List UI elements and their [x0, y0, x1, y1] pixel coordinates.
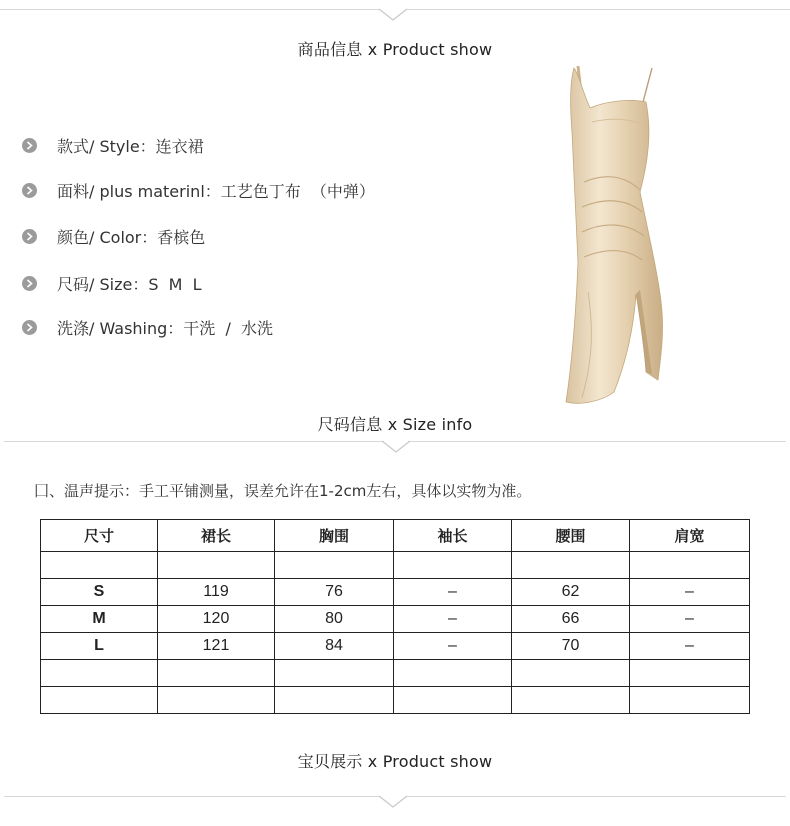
table-cell	[158, 687, 275, 714]
table-cell: 119	[158, 579, 275, 606]
size-table	[40, 519, 750, 714]
header-waist: 腰围	[512, 520, 630, 552]
header-length: 裙长	[158, 520, 275, 552]
table-cell	[41, 687, 158, 714]
table-cell: 120	[158, 606, 275, 633]
bottom-divider	[406, 796, 786, 797]
chevron-right-icon	[22, 229, 37, 244]
top-divider	[406, 9, 790, 10]
top-divider	[0, 9, 380, 10]
table-row	[41, 687, 750, 714]
table-cell	[41, 552, 158, 579]
info-text: 面料/ plus materinl：工艺色丁布 （中弹）	[57, 181, 375, 201]
info-item-size	[22, 271, 202, 295]
table-cell	[275, 687, 394, 714]
table-row	[41, 660, 750, 687]
table-cell	[41, 660, 158, 687]
table-row	[41, 606, 750, 633]
table-cell	[394, 687, 512, 714]
table-row	[41, 552, 750, 579]
bottom-divider	[4, 796, 380, 797]
size-info-divider	[4, 441, 384, 442]
table-cell: 76	[275, 579, 394, 606]
table-cell: –	[394, 606, 512, 633]
info-item-style	[22, 133, 204, 157]
table-row	[41, 633, 750, 660]
dress-product-image	[548, 62, 676, 412]
chevron-right-icon	[22, 276, 37, 291]
header-shoulder: 肩宽	[630, 520, 750, 552]
table-cell: –	[630, 606, 750, 633]
table-cell: 80	[275, 606, 394, 633]
table-cell: 84	[275, 633, 394, 660]
info-text: 尺码/ Size：S M L	[57, 274, 202, 294]
size-info-divider	[408, 441, 786, 442]
divider-notch-icon	[381, 440, 411, 454]
table-cell: 121	[158, 633, 275, 660]
table-cell: 62	[512, 579, 630, 606]
table-cell: S	[41, 579, 158, 606]
table-header-row	[41, 520, 750, 552]
header-bust: 胸围	[275, 520, 394, 552]
chevron-right-icon	[22, 183, 37, 198]
measurement-notice: 囗、温声提示：手工平铺测量，误差允许在1-2cm左右，具体以实物为准。	[34, 482, 532, 500]
chevron-right-icon	[22, 138, 37, 153]
info-item-material	[22, 178, 375, 202]
table-cell	[630, 552, 750, 579]
divider-notch-icon	[378, 795, 408, 809]
divider-notch-icon	[378, 8, 408, 22]
info-text: 洗涤/ Washing：干洗 / 水洗	[57, 318, 274, 338]
info-text: 颜色/ Color：香槟色	[57, 227, 206, 247]
table-cell: 70	[512, 633, 630, 660]
product-show-title: 宝贝展示 x Product show	[297, 752, 493, 771]
table-cell	[394, 552, 512, 579]
info-text: 款式/ Style：连衣裙	[57, 136, 204, 156]
table-cell: –	[630, 579, 750, 606]
table-cell: –	[394, 633, 512, 660]
size-info-title: 尺码信息 x Size info	[317, 415, 473, 434]
table-cell: –	[394, 579, 512, 606]
table-cell: M	[41, 606, 158, 633]
info-item-color	[22, 224, 205, 248]
table-cell	[275, 552, 394, 579]
table-cell	[630, 660, 750, 687]
table-cell: 66	[512, 606, 630, 633]
header-sleeve: 袖长	[394, 520, 512, 552]
header-size: 尺寸	[41, 520, 158, 552]
info-item-washing	[22, 315, 273, 339]
table-cell	[512, 552, 630, 579]
table-cell	[630, 687, 750, 714]
table-cell	[275, 660, 394, 687]
table-cell	[394, 660, 512, 687]
table-row	[41, 579, 750, 606]
table-cell	[158, 660, 275, 687]
table-cell	[512, 687, 630, 714]
table-cell	[158, 552, 275, 579]
product-info-title: 商品信息 x Product show	[297, 40, 493, 59]
chevron-right-icon	[22, 320, 37, 335]
table-cell: –	[630, 633, 750, 660]
table-cell: L	[41, 633, 158, 660]
table-cell	[512, 660, 630, 687]
